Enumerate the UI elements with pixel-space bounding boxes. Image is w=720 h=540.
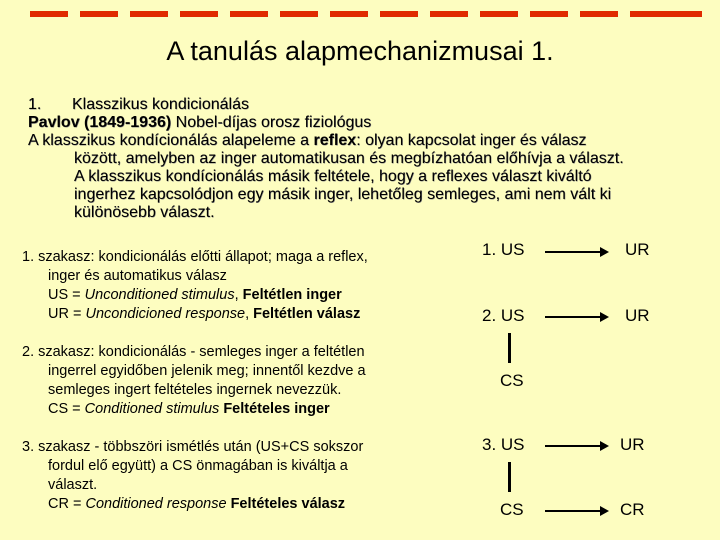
ur-definition — [22, 305, 422, 324]
text: US = — [48, 287, 85, 303]
dash — [430, 11, 468, 17]
diagram-ur-1: UR — [625, 240, 650, 259]
reflex-term: reflex — [313, 132, 357, 149]
diagram-cs-3: CS — [500, 500, 524, 519]
dash — [480, 11, 518, 17]
dash — [630, 11, 668, 17]
dash — [130, 11, 168, 17]
text: Unconditioned stimulus — [84, 287, 235, 303]
intro-line-6: ingerhez kapcsolódjon egy másik inger, lehetőleg semleges, ami nem vált ki — [74, 186, 612, 203]
heading-number: 1. — [28, 96, 42, 113]
diagram-ur-2: UR — [625, 306, 650, 325]
dash — [580, 11, 618, 17]
pairing-bar-icon — [508, 462, 511, 492]
stage-2-line: 2. szakasz: kondicionálás - semleges inger a feltétlen — [22, 344, 365, 360]
stage-1-text — [22, 248, 422, 324]
text: Feltételes inger — [223, 401, 330, 417]
pavlov-name: Pavlov (1849-1936) — [28, 114, 172, 131]
stage-3-line: 3. szakasz - többszöri ismétlés után (US+CS sokszor — [22, 439, 364, 455]
dash — [330, 11, 368, 17]
dash — [30, 11, 68, 17]
text: Feltétlen inger — [242, 287, 342, 303]
dash — [664, 11, 702, 17]
intro-heading — [28, 96, 708, 114]
text: Feltétlen válasz — [253, 306, 361, 322]
stage-2-line: ingerrel egyidőben jelenik meg; innentől kezdve a — [48, 363, 366, 379]
stage-3-text — [22, 438, 422, 514]
dash — [180, 11, 218, 17]
text: : olyan kapcsolat inger és válasz — [356, 132, 587, 149]
text: A klasszikus kondícionálás alapeleme a — [28, 132, 314, 149]
decorative-dash-bar — [30, 11, 702, 17]
intro-line-5: A klasszikus kondícionálás másik feltétele, hogy a reflexes választ kiváltó — [74, 168, 592, 185]
stage-3-line: fordul elő együtt) a CS önmagában is kiváltja a — [48, 458, 348, 474]
pavlov-line — [28, 114, 708, 132]
stage-2-line: semleges ingert feltételes ingernek nevezzük. — [48, 382, 342, 398]
dash — [280, 11, 318, 17]
us-definition — [22, 286, 422, 305]
diagram-us-3: 3. US — [482, 435, 525, 454]
stage-1-line: 1. szakasz: kondicionálás előtti állapot; maga a reflex, — [22, 249, 368, 265]
dash — [80, 11, 118, 17]
intro-line-3 — [28, 132, 708, 150]
intro-line-4: között, amelyben az inger automatikusan és megbízhatóan előhívja a választ. — [74, 150, 624, 167]
dash — [530, 11, 568, 17]
cs-definition — [22, 400, 422, 419]
cr-definition — [22, 495, 422, 514]
pairing-bar-icon — [508, 333, 511, 363]
intro-text — [28, 96, 708, 222]
text: Uncondicioned response — [85, 306, 246, 322]
dash — [230, 11, 268, 17]
text: Feltételes válasz — [230, 496, 346, 512]
arrow-right-icon — [545, 510, 607, 512]
text: Conditioned response — [85, 496, 227, 512]
diagram-cs-2: CS — [500, 371, 524, 390]
text: CS = — [48, 401, 85, 417]
stage-3-line: választ. — [48, 477, 98, 493]
intro-line-7: különösebb választ. — [74, 204, 215, 221]
diagram-us-1: 1. US — [482, 240, 525, 259]
text: UR = — [48, 306, 86, 322]
pavlov-desc: Nobel-díjas orosz fiziológus — [171, 114, 372, 131]
text: , — [234, 287, 243, 303]
stage-1-line: inger és automatikus válasz — [48, 268, 227, 284]
diagram-us-2: 2. US — [482, 306, 525, 325]
slide-title: A tanulás alapmechanizmusai 1. — [166, 36, 554, 66]
arrow-right-icon — [545, 251, 607, 253]
dash — [380, 11, 418, 17]
text: CR = — [48, 496, 86, 512]
stage-2-text — [22, 343, 422, 419]
text: , — [245, 306, 254, 322]
arrow-right-icon — [545, 316, 607, 318]
diagram-ur-3: UR — [620, 435, 645, 454]
diagram-cr-3: CR — [620, 500, 645, 519]
arrow-right-icon — [545, 445, 607, 447]
heading-text: Klasszikus kondicionálás — [72, 96, 249, 113]
text: Conditioned stimulus — [84, 401, 220, 417]
